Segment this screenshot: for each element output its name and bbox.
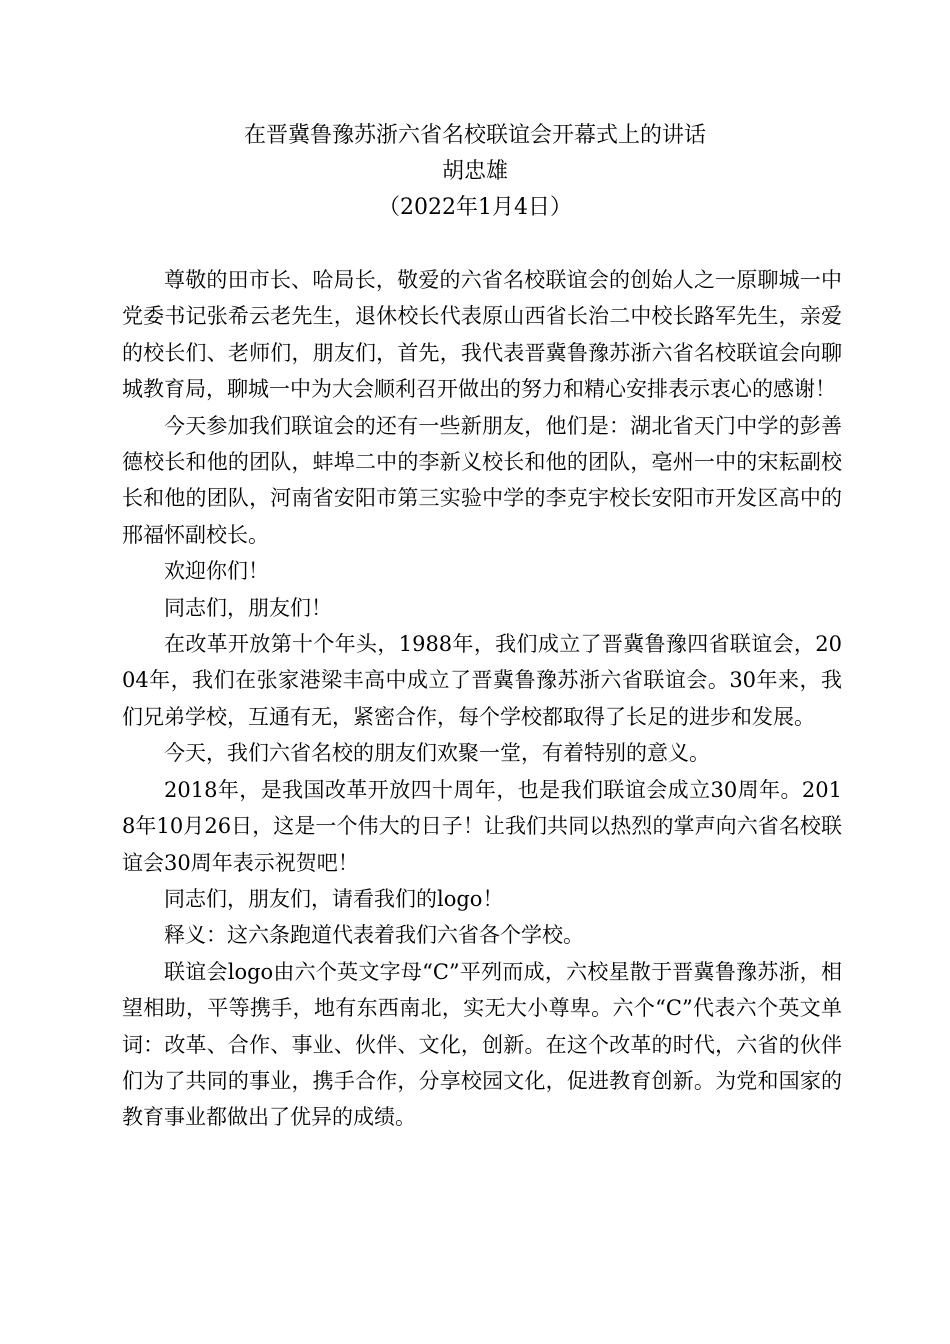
speech-date: （2022年1月4日） [378,195,572,220]
paragraph: 联谊会logo由六个英文字母“C”平列而成，六校星散于晋冀鲁豫苏浙，相望相助，平等携手，地有东西南北，实无大小尊卑。六个“C”代表六个英文单词：改革、合作、事业、伙伴、文化，创新。在这个改革的时代，六省的伙伴们为了共同的事业，携手合作，分享校园文化，促进教育创新。为党和国家的教育事业都做出了优异的成绩。 [122,959,842,1130]
speaker-name: 胡忠雄 [441,159,508,184]
paragraph: 今天，我们六省名校的朋友们欢聚一堂，有着特别的意义。 [164,741,710,766]
paragraph: 2018年，是我国改革开放四十周年，也是我们联谊会成立30周年。2018年10月26日，这是一个伟大的日子！让我们共同以热烈的掌声向六省名校联谊会30周年表示祝贺吧！ [122,777,842,875]
paragraph: 在改革开放第十个年头，1988年，我们成立了晋冀鲁豫四省联谊会，2004年，我们在张家港梁丰高中成立了晋冀鲁豫苏浙六省联谊会。30年来，我们兄弟学校，互通有无，紧密合作，每个学校都取得了长足的进步和发展。 [122,632,842,729]
speech-body [122,262,842,1136]
paragraph: 同志们，朋友们！ [164,595,332,620]
paragraph: 释义：这六条跑道代表着我们六省各个学校。 [164,923,584,948]
paragraph: 尊敬的田市长、哈局长，敬爱的六省名校联谊会的创始人之一原聊城一中党委书记张希云老先生，退休校长代表原山西省长治二中校长路军先生，亲爱的校长们、老师们，朋友们，首先，我代表晋冀鲁豫苏浙六省名校联谊会向聊城教育局，聊城一中为大会顺利召开做出的努力和精心安排表示衷心的感谢！ [122,268,842,402]
paragraph: 今天参加我们联谊会的还有一些新朋友，他们是：湖北省天门中学的彭善德校长和他的团队，蚌埠二中的李新义校长和他的团队，亳州一中的宋耘副校长和他的团队，河南省安阳市第三实验中学的李克宇校长安阳市开发区高中的邢福怀副校长。 [122,413,842,547]
speech-title: 在晋冀鲁豫苏浙六省名校联谊会开幕式上的讲话 [243,123,706,148]
paragraph: 同志们，朋友们，请看我们的logo！ [164,886,504,911]
document-header [0,118,950,226]
paragraph: 欢迎你们！ [164,559,269,584]
